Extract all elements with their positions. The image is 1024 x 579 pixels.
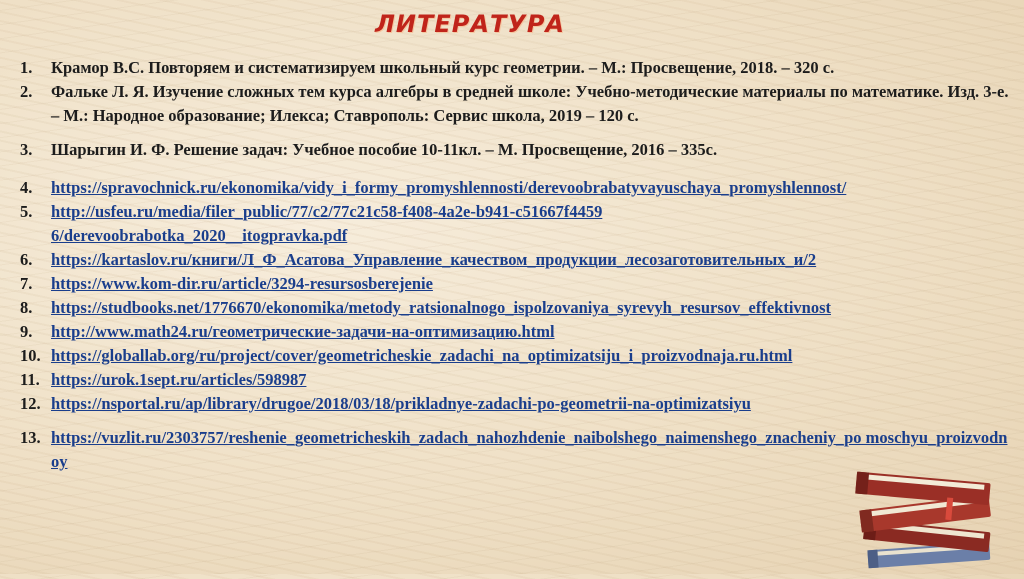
link-number: 9.: [20, 322, 33, 341]
link-number: 4.: [20, 178, 33, 197]
link-item: [20, 320, 1010, 344]
link-item: [20, 392, 1010, 416]
link-item: [20, 176, 1010, 200]
link-number: 12.: [20, 394, 41, 413]
reference-link[interactable]: https://spravochnick.ru/ekonomika/vidy_i_formy_promyshlennosti/derevoobrabatyvayuschaya_promyshlennost/: [51, 178, 847, 197]
reference-item: [20, 80, 1010, 128]
reference-link[interactable]: https://studbooks.net/1776670/ekonomika/metody_ratsionalnogo_ispolzovaniya_syrevyh_resursov_effektivnost: [51, 298, 831, 317]
reference-link[interactable]: http://www.math24.ru/геометрические-задачи-на-оптимизацию.html: [51, 322, 555, 341]
reference-list: [20, 56, 1010, 474]
link-item: [20, 272, 1010, 296]
link-item: [20, 296, 1010, 320]
link-number: 7.: [20, 274, 33, 293]
reference-link[interactable]: https://www.kom-dir.ru/article/3294-resursosberejenie: [51, 274, 433, 293]
link-item: [20, 200, 1010, 248]
link-item: [20, 248, 1010, 272]
link-number: 11.: [20, 370, 40, 389]
reference-link[interactable]: https://vuzlit.ru/2303757/reshenie_geometricheskih_zadach_nahozhdenie_naibolshego_naimenshego_znacheniy_po moschyu_proizvodnoy: [51, 428, 1008, 471]
reference-text: Крамор В.С. Повторяем и систематизируем школьный курс геометрии. – М.: Просвещение, 2018. – 320 с.: [51, 58, 835, 77]
link-number: 5.: [20, 202, 33, 221]
link-number: 10.: [20, 346, 41, 365]
page-title: ЛИТЕРАТУРА: [375, 10, 565, 38]
stack-of-books-icon: [850, 462, 1010, 579]
link-number: 6.: [20, 250, 33, 269]
link-item: [20, 344, 1010, 368]
reference-link[interactable]: https://urok.1sept.ru/articles/598987: [51, 370, 307, 389]
reference-link[interactable]: https://globallab.org/ru/project/cover/geometricheskie_zadachi_na_optimizatsiju_i_proizvodnaja.ru.html: [51, 346, 793, 365]
link-item: [20, 368, 1010, 392]
reference-text: Шарыгин И. Ф. Решение задач: Учебное пособие 10-11кл. – М. Просвещение, 2016 – 335с.: [51, 140, 718, 159]
reference-text: Фальке Л. Я. Изучение сложных тем курса алгебры в средней школе: Учебно-методические материалы по математике. Изд. 3-е. – М.: Народное образование; Илекса; Ставрополь: Сервис школа, 2019 – 120 с.: [51, 82, 1009, 125]
reference-item: [20, 138, 1010, 162]
link-number: 13.: [20, 428, 41, 447]
reference-number: 2.: [20, 82, 33, 101]
reference-number: 3.: [20, 140, 33, 159]
link-number: 8.: [20, 298, 33, 317]
reference-item: [20, 56, 1010, 80]
reference-link[interactable]: http://usfeu.ru/media/filer_public/77/c2/77c21c58-f408-4a2e-b941-c51667f44596/derevoobrabotka_2020__itogpravka.pdf: [51, 202, 603, 245]
reference-link[interactable]: https://kartaslov.ru/книги/Л_Ф_Асатова_Управление_качеством_продукции_лесозаготовительных_и/2: [51, 250, 817, 269]
reference-link[interactable]: https://nsportal.ru/ap/library/drugoe/2018/03/18/prikladnye-zadachi-po-geometrii-na-optimizatsiyu: [51, 394, 751, 413]
reference-number: 1.: [20, 58, 33, 77]
